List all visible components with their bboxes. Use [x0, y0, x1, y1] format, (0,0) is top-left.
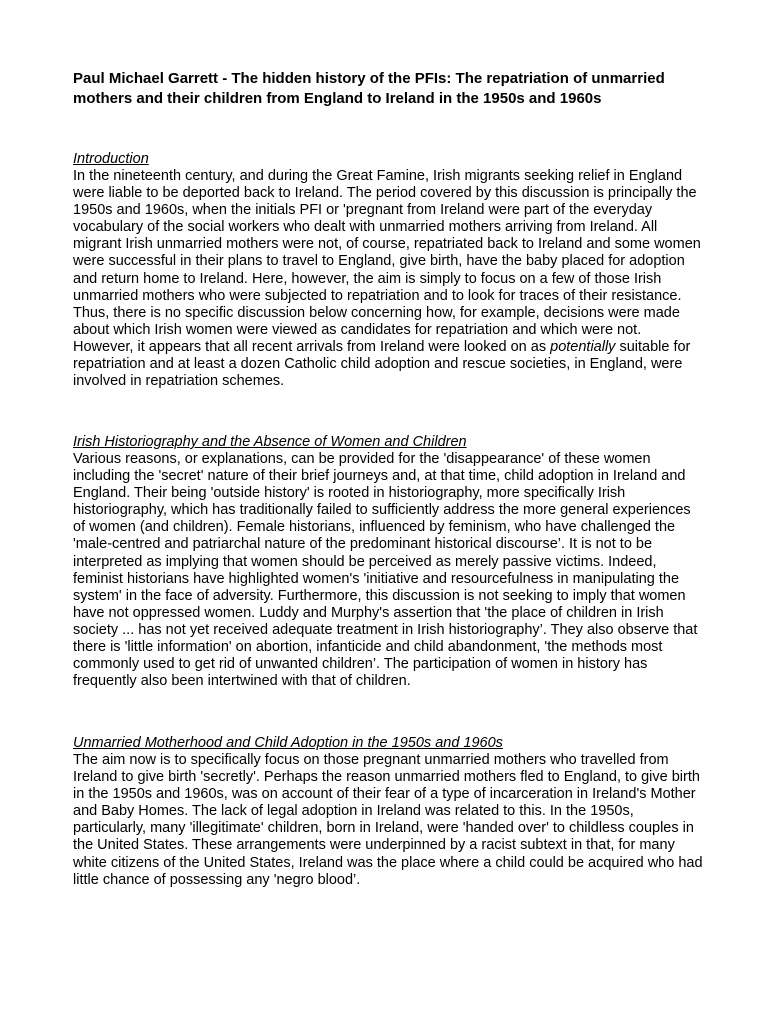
section-irish-historiography [73, 434, 703, 690]
section-body [73, 168, 703, 390]
section-heading: Introduction [73, 151, 149, 167]
section-body: Various reasons, or explanations, can be provided for the 'disappearance' of these women including the 'secret' nature of their brief journeys and, at that time, child adoption in Ireland and England. Their being 'outside history' is rooted in historiography, more specifically Irish historiography, which has traditionally failed to sufficiently address the more general experiences of women (and children). Female historians, influenced by feminism, who have challenged the 'male-centred and patriarchal nature of the predominant historical discourse’. It is not to be interpreted as implying that women should be perceived as merely passive victims. Indeed, feminist historians have highlighted women's 'initiative and resourcefulness in manipulating the system' in the face of adversity. Furthermore, this discussion is not seeking to imply that women have not oppressed women. Luddy and Murphy's assertion that 'the place of children in Irish society ... has not yet received adequate treatment in Irish historiography’. They also observe that there is 'little information' on abortion, infanticide and child abandonment, 'the methods most commonly used to get rid of unwanted children’. The participation of women in history has frequently also been intertwined with that of children. [73, 451, 698, 690]
body-emphasis: potentially [550, 338, 616, 355]
document-title: Paul Michael Garrett - The hidden history of the PFIs: The repatriation of unmarried mothers and their children from England to Ireland in the 1950s and 1960s [73, 70, 665, 107]
body-text: In the nineteenth century, and during the Great Famine, Irish migrants seeking relief in England were liable to be deported back to Ireland. The period covered by this discussion is principally the 1950s and 1960s, when the initials PFI or 'pregnant from Ireland were part of the everyday vocabulary of the social workers who dealt with unmarried mothers arriving from Ireland. All migrant Irish unmarried mothers were not, of course, repatriated back to Ireland and some women were successful in their plans to travel to England, give birth, have the baby placed for adoption and return home to Ireland. Here, however, the aim is simply to focus on a few of those Irish unmarried mothers who were subjected to repatriation and to look for traces of their resistance. Thus, there is no specific discussion below concerning how, for example, decisions were made about which Irish women were viewed as candidates for repatriation and which were not. However, it appears that all recent arrivals from Ireland were looked on as [73, 168, 701, 355]
section-heading: Unmarried Motherhood and Child Adoption in the 1950s and 1960s [73, 735, 503, 751]
section-heading: Irish Historiography and the Absence of Women and Children [73, 434, 467, 450]
section-unmarried-motherhood [73, 735, 703, 889]
section-body: The aim now is to specifically focus on those pregnant unmarried mothers who travelled from Ireland to give birth 'secretly'. Perhaps the reason unmarried mothers fled to England, to give birth in the 1950s and 1960s, was on account of their fear of a type of incarceration in Ireland's Mother and Baby Homes. The lack of legal adoption in Ireland was related to this. In the 1950s, particularly, many 'illegitimate' children, born in Ireland, were 'handed over' to childless couples in the United States. These arrangements were underpinned by a racist subtext in that, for many white citizens of the United States, Ireland was the place where a child could be acquired who had little chance of possessing any 'negro blood’. [73, 752, 703, 888]
body-text: suitable for repatriation and at least a dozen Catholic child adoption and rescue societies, in England, were involved in repatriation schemes. [73, 338, 691, 390]
section-introduction [73, 151, 703, 390]
